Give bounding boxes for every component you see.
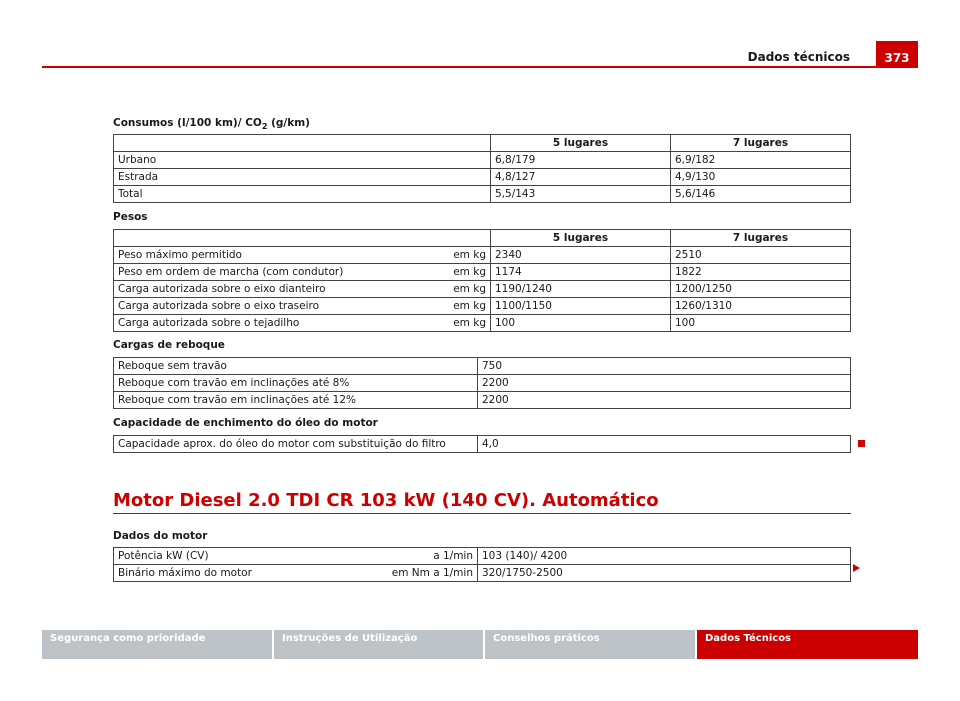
row-label: Peso em ordem de marcha (com condutor) em kg	[114, 264, 491, 281]
row-label: Estrada	[114, 169, 491, 186]
table-row	[114, 169, 851, 186]
footer-nav	[42, 630, 918, 659]
tab-seguranca[interactable]: Segurança como prioridade	[42, 630, 272, 659]
page-number: 373	[876, 41, 918, 67]
reboque-title: Cargas de reboque	[113, 339, 225, 351]
value-cell: 2510	[671, 247, 851, 264]
value-cell: 2200	[478, 375, 851, 392]
header-cell	[114, 230, 491, 247]
section-heading: Motor Diesel 2.0 TDI CR 103 kW (140 CV). Automático	[113, 490, 659, 511]
table-row	[114, 436, 851, 453]
page-header-title: Dados técnicos	[747, 50, 850, 64]
value-cell: 100	[671, 315, 851, 332]
value-cell: 1174	[491, 264, 671, 281]
row-label: Reboque sem travão	[114, 358, 478, 375]
unit-label: em kg	[453, 248, 486, 261]
pesos-title: Pesos	[113, 211, 148, 223]
value-cell: 320/1750-2500	[478, 565, 851, 582]
value-cell: 100	[491, 315, 671, 332]
header-rule	[42, 66, 918, 68]
header-cell: 7 lugares	[671, 135, 851, 152]
tab-conselhos[interactable]: Conselhos práticos	[483, 630, 695, 659]
reboque-table	[113, 357, 851, 409]
table-row	[114, 281, 851, 298]
value-cell: 1100/1150	[491, 298, 671, 315]
table-row	[114, 392, 851, 409]
row-label: Reboque com travão em inclinações até 12%	[114, 392, 478, 409]
table-row	[114, 186, 851, 203]
row-label: Binário máximo do motor em Nm a 1/min	[114, 565, 478, 582]
tab-instrucoes[interactable]: Instruções de Utilização	[272, 630, 483, 659]
value-cell: 103 (140)/ 4200	[478, 548, 851, 565]
oleo-title: Capacidade de enchimento do óleo do motor	[113, 417, 378, 429]
value-cell: 2340	[491, 247, 671, 264]
continue-arrow-icon	[853, 564, 860, 572]
value-cell: 4,0	[478, 436, 851, 453]
motor-table	[113, 547, 851, 582]
row-label: Carga autorizada sobre o tejadilho em kg	[114, 315, 491, 332]
row-label: Urbano	[114, 152, 491, 169]
table-row	[114, 298, 851, 315]
value-cell: 1200/1250	[671, 281, 851, 298]
header-cell: 5 lugares	[491, 135, 671, 152]
unit-label: a 1/min	[433, 549, 473, 562]
table-row	[114, 548, 851, 565]
table-row	[114, 247, 851, 264]
table-header-row	[114, 230, 851, 247]
table-row	[114, 152, 851, 169]
consumos-table	[113, 134, 851, 203]
oleo-table	[113, 435, 851, 453]
section-end-marker	[858, 440, 865, 447]
table-row	[114, 315, 851, 332]
value-cell: 2200	[478, 392, 851, 409]
header-cell	[114, 135, 491, 152]
unit-label: em kg	[453, 316, 486, 329]
unit-label: em Nm a 1/min	[391, 566, 473, 579]
value-cell: 1190/1240	[491, 281, 671, 298]
value-cell: 750	[478, 358, 851, 375]
pesos-table	[113, 229, 851, 332]
table-row	[114, 375, 851, 392]
row-label: Carga autorizada sobre o eixo traseiro em kg	[114, 298, 491, 315]
row-label: Capacidade aprox. do óleo do motor com substituição do filtro	[114, 436, 478, 453]
row-label: Potência kW (CV) a 1/min	[114, 548, 478, 565]
value-cell: 4,9/130	[671, 169, 851, 186]
value-cell: 5,6/146	[671, 186, 851, 203]
table-row	[114, 264, 851, 281]
consumos-title: Consumos (l/100 km)/ $CO_2$ (g/km)	[113, 117, 310, 132]
value-cell: 4,8/127	[491, 169, 671, 186]
unit-label: em kg	[453, 299, 486, 312]
row-label: Peso máximo permitido em kg	[114, 247, 491, 264]
header-cell: 5 lugares	[491, 230, 671, 247]
row-label: Reboque com travão em inclinações até 8%	[114, 375, 478, 392]
tab-dados-tecnicos[interactable]: Dados Técnicos	[695, 630, 918, 659]
value-cell: 1260/1310	[671, 298, 851, 315]
value-cell: 6,9/182	[671, 152, 851, 169]
value-cell: 5,5/143	[491, 186, 671, 203]
value-cell: 1822	[671, 264, 851, 281]
value-cell: 6,8/179	[491, 152, 671, 169]
header-cell: 7 lugares	[671, 230, 851, 247]
row-label: Carga autorizada sobre o eixo dianteiro em kg	[114, 281, 491, 298]
unit-label: em kg	[453, 282, 486, 295]
motor-subtitle: Dados do motor	[113, 530, 208, 542]
table-row	[114, 358, 851, 375]
table-header-row	[114, 135, 851, 152]
unit-label: em kg	[453, 265, 486, 278]
table-row	[114, 565, 851, 582]
heading-rule	[113, 513, 851, 514]
row-label: Total	[114, 186, 491, 203]
